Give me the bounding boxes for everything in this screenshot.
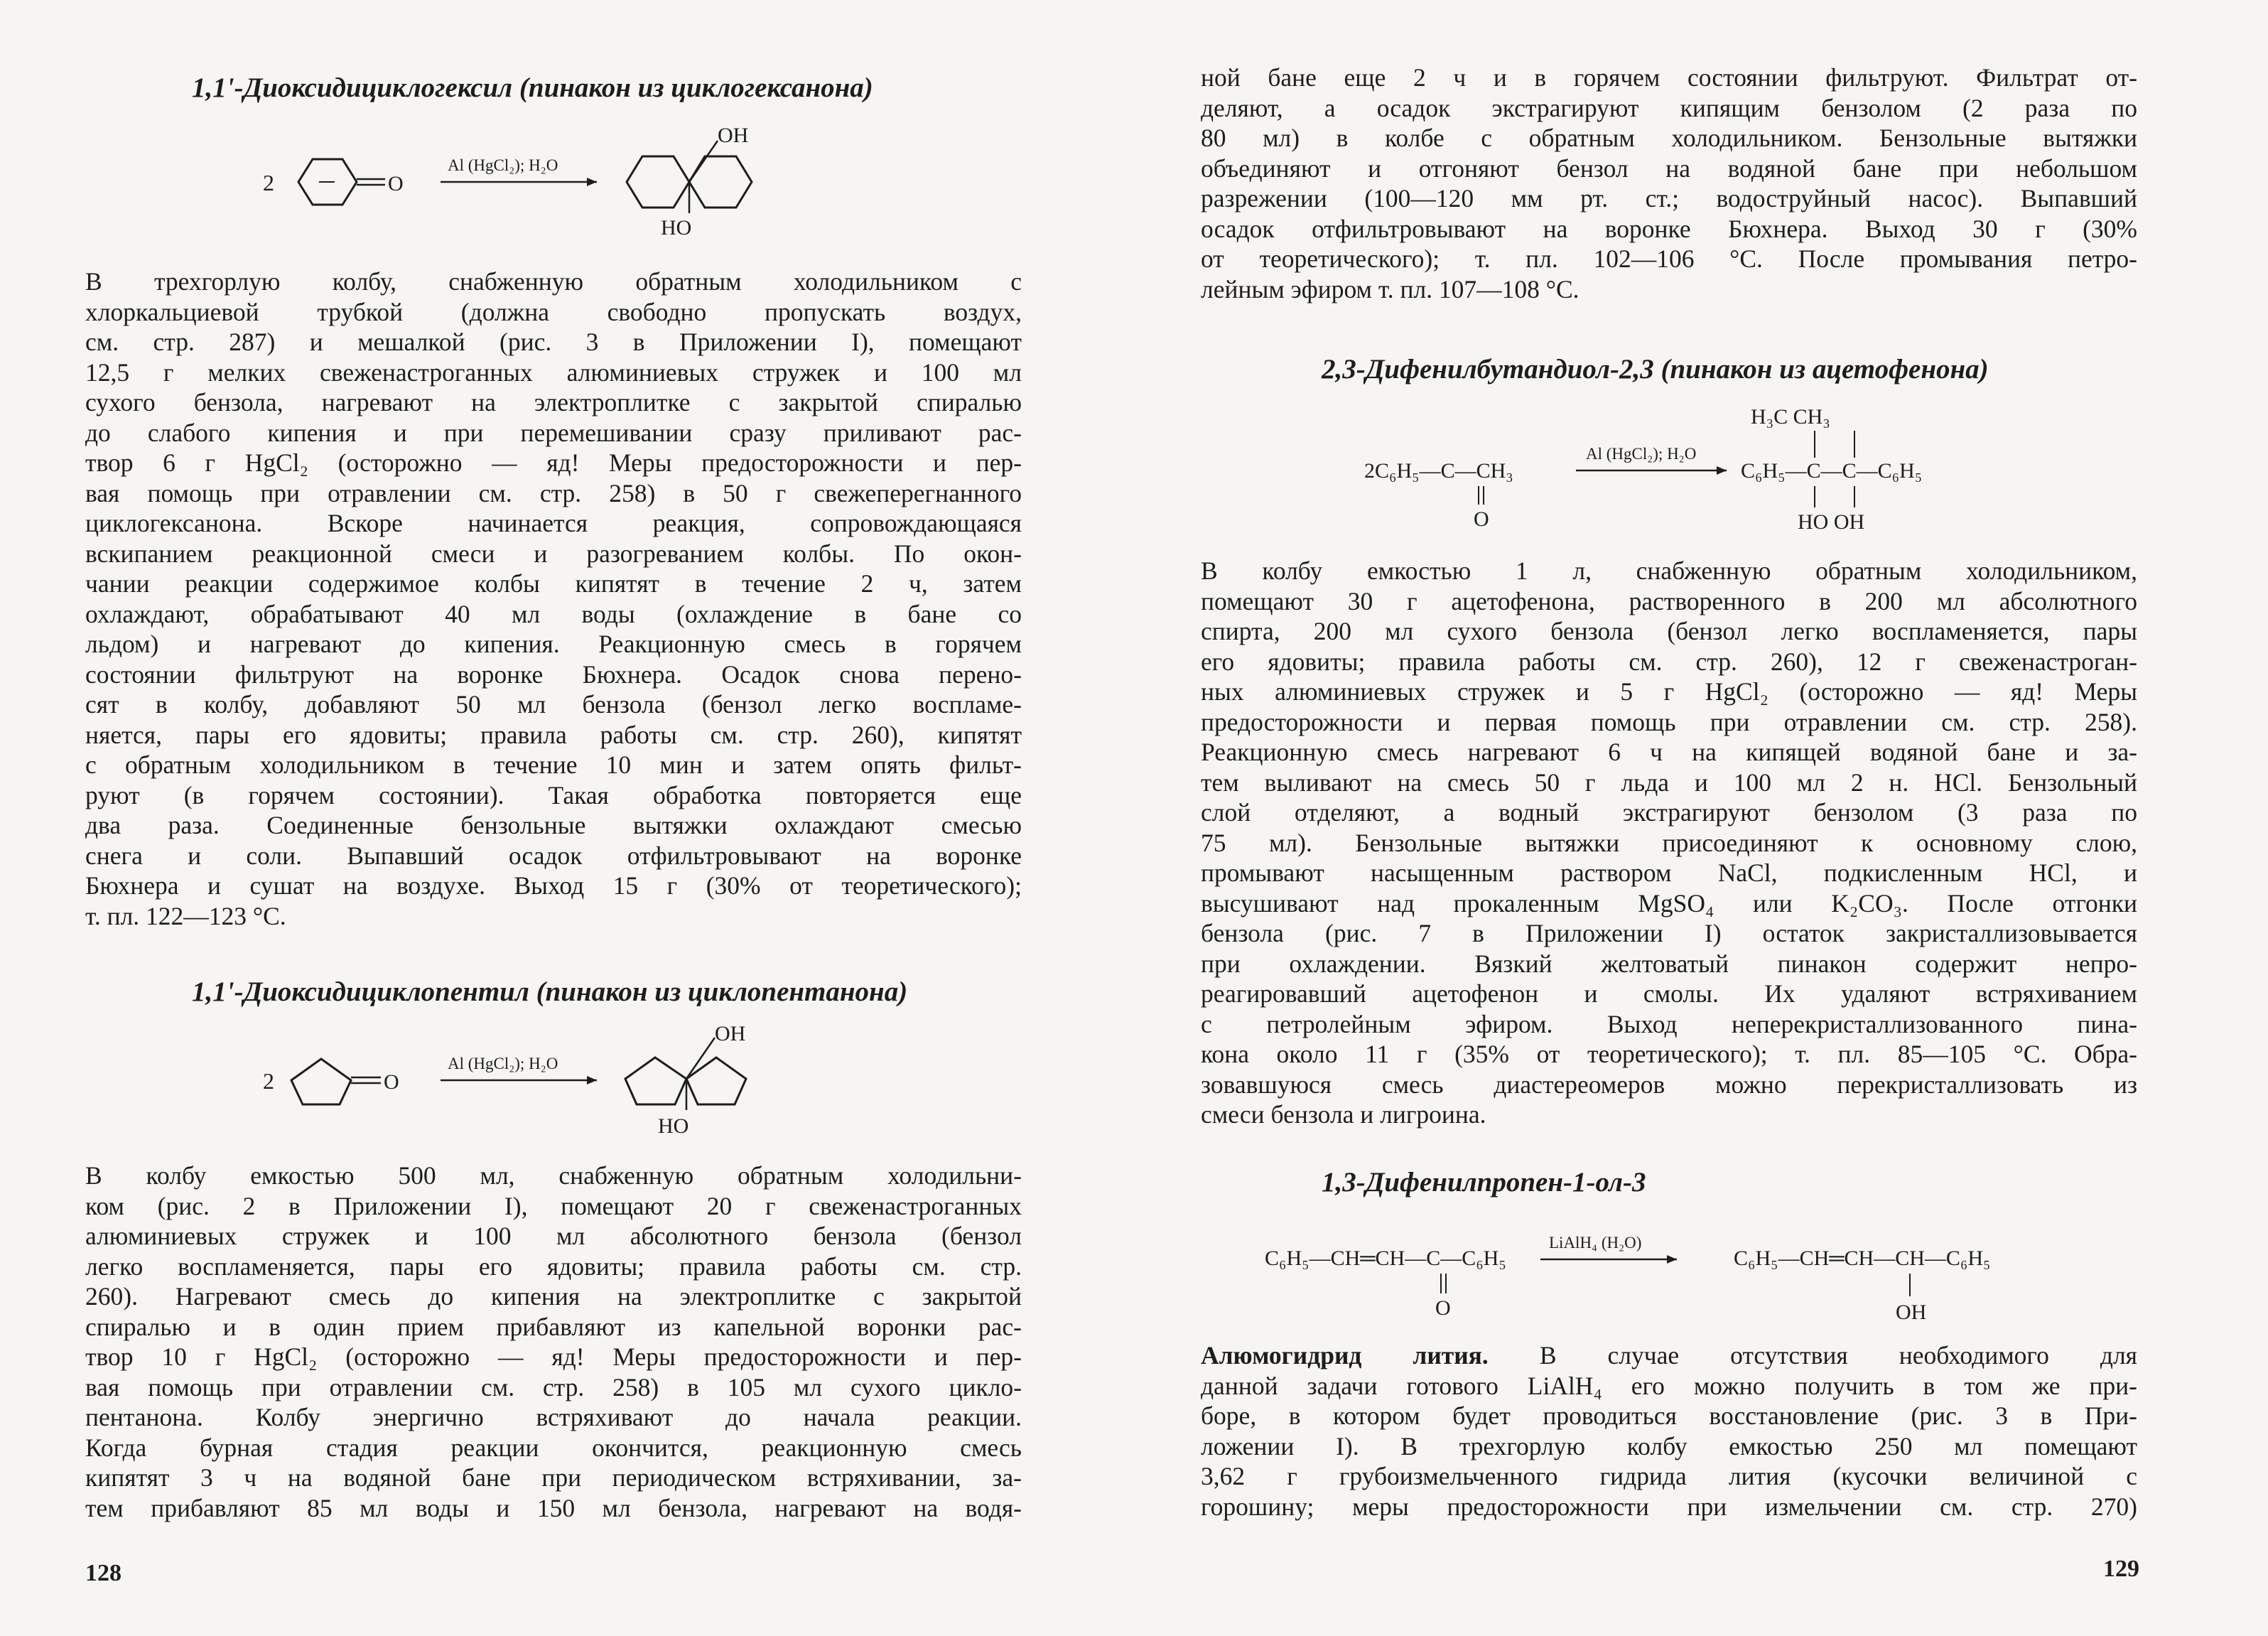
- allyl-alcohol-formula: C₆H₅—CH═CH—CH—C₆H₅: [1734, 1247, 1991, 1270]
- right-page: [1144, 0, 2268, 1636]
- procedure-paragraph: Алюмогидрид лития. В случае отсутствия необходимого для данной задачи готового LiAlH₄ его можно получить в том же при- боре, в котором будет проводиться восстановление (рис. 3 в При- ложении I). В трехгорлую колбу емкостью 250 мл помещают 3,62 г грубоизмельченного гидрида лития (кусочки величиной с горошину; меры предосторожности при измельчении см. стр. 270): [1201, 1341, 2137, 1521]
- product-ring-left: [627, 156, 689, 208]
- hydroxyl-groups: HO OH: [1798, 510, 1865, 534]
- reaction-scheme-cyclopentanone: [263, 1016, 860, 1144]
- carbonyl-oxygen: O: [1474, 507, 1489, 531]
- product-ring-left: [625, 1058, 686, 1104]
- continuation-paragraph: ной бане еще 2 ч и в горячем состоянии фильтруют. Фильтрат от- деляют, а осадок экстрагируют кипящим бензолом (2 раза по 80 мл) в колбе с обратным холодильником. Бензольные вытяжки объединяют и отгоняют бензол на водяной бане при небольшом разрежении (100—120 мм рт. ст.; водоструйный насос). Выпавший осадок отфильтровывают на воронке Бюхнера. Выход 30 г (30% от теоретического); т. пл. 102—106 °С. После промывания петро- лейным эфиром т. пл. 107—108 °С.: [1201, 63, 2137, 303]
- section-heading-acetophenone-pinacol: 2,3-Дифенилбутандиол-2,3 (пинакон из ацетофенона): [1322, 354, 1989, 384]
- procedure-paragraph: В трехгорлую колбу, снабженную обратным холодильником с хлоркальциевой трубкой (должна свободно пропускать воздух, см. стр. 287) и мешалкой (рис. 3 в Приложении I), помещают 12,5 г мелких свеженастроганных алюминиевых стружек и 100 мл сухого бензола, нагревают на электроплитке с закрытой спиралью до слабого кипения и при перемешивании сразу приливают рас- твор 6 г HgCl₂ (осторожно — яд! Меры предосторожности и пер- вая помощь при отравлении см. стр. 258) в 50 г свежеперегнанного циклогексанона. Вскоре начинается реакция, сопровождающаяся вскипанием реакционной смеси и разогреванием колбы. По окон- чании реакции содержимое колбы кипятят в течение 2 ч, затем охлаждают, обрабатывают 40 мл воды (охлаждение в бане со льдом) и нагревают до кипения. Реакционную смесь в горячем состоянии фильтруют на воронке Бюхнера. Осадок снова перено- сят в колбу, добавляют 50 мл бензола (бензол легко воспламе- няется, пары его ядовиты; правила работы см. стр. 260), кипятят с обратным холодильником в течение 10 мин и затем опять фильт- руют (в горячем состоянии). Такая обработка повторяется еще два раза. Соединенные бензольные вытяжки охлаждают смесью снега и соли. Выпавший осадок отфильтровывают на воронке Бюхнера и сушат на воздухе. Выход 15 г (30% от теоретического); т. пл. 122—123 °С.: [85, 267, 1022, 930]
- reaction-scheme-acetophenone: [1364, 398, 2103, 533]
- procedure-paragraph: В колбу емкостью 500 мл, снабженную обратным холодильни- ком (рис. 2 в Приложении I), помещают 20 г свеженастроганных алюминиевых стружек и 100 мл абсолютного бензола (бензол легко воспламеняется, пары его ядовиты; правила работы см. стр. 260). Нагревают смесь до кипения на электроплитке с закрытой спиралью и в один прием прибавляют из капельной воронки рас- твор 10 г HgCl₂ (осторожно — яд! Меры предосторожности и пер- вая помощь при отравлении см. стр. 258) в 105 мл сухого цикло- пентанона. Колбу энергично встряхивают до начала реакции. Когда бурная стадия реакции окончится, реакционную смесь кипятят 3 ч на водяной бане при периодическом встряхивании, за- тем прибавляют 85 мл воды и 150 мл бензола, нагревают на водя-: [85, 1161, 1022, 1522]
- hydroxyl-group: OH: [1896, 1301, 1927, 1324]
- page-number: 128: [85, 1560, 122, 1586]
- page-number: 129: [2103, 1556, 2139, 1582]
- reaction-conditions: Al (HgCl₂); H₂O: [1586, 445, 1697, 463]
- pinacol-formula: C₆H₅—C—C—C₆H₅: [1741, 459, 1923, 483]
- left-page: [0, 0, 1130, 1636]
- carbonyl-oxygen: O: [384, 1070, 399, 1094]
- product-ring-right: [689, 156, 752, 208]
- chalcone-formula: C₆H₅—CH═CH—C—C₆H₅: [1265, 1247, 1506, 1270]
- procedure-paragraph: В колбу емкостью 1 л, снабженную обратным холодильником, помещают 30 г ацетофенона, растворенного в 200 мл абсолютного спирта, 200 мл сухого бензола (бензол легко воспламеняется, пары его ядовиты; правила работы см. стр. 260), 12 г свеженастроган- ных алюминиевых стружек и 5 г HgCl₂ (осторожно — яд! Меры предосторожности и первая помощь при отравлении см. стр. 258). Реакционную смесь нагревают 6 ч на кипящей водяной бане и за- тем выливают на смесь 50 г льда и 100 мл 2 н. HCl. Бензольный слой отделяют, а водный экстрагируют бензолом (3 раза по 75 мл). Бензольные вытяжки присоединяют к основному слою, промывают насыщенным раствором NaCl, подкисленным HCl, и высушивают над прокаленным MgSO₄ или K₂CO₃. После отгонки бензола (рис. 7 в Приложении I) остаток закристаллизовывается при охлаждении. Вязкий желтоватый пинакон содержит непро- реагировавший ацетофенон и смолы. Их удаляют встряхиванием с петролейным эфиром. Выход неперекристаллизованного пина- кона около 11 г (35% от теоретического); т. пл. 85—105 °С. Обра- зовавшуюся смесь диастереомеров можно перекристаллизовать из смеси бензола и лигроина.: [1201, 556, 2137, 1129]
- hydroxyl-bottom: HO: [661, 216, 692, 240]
- section-heading-cyclohexyl-pinacol: 1,1'-Диоксидициклогексил (пинакон из циклогексанона): [192, 72, 873, 103]
- hydroxyl-top: OH: [718, 124, 749, 147]
- lithium-aluminium-hydride-lead: Алюмогидрид лития.: [1201, 1341, 1489, 1369]
- carbonyl-oxygen: O: [1435, 1296, 1451, 1320]
- cyclopentanone-ring: [291, 1059, 351, 1104]
- reaction-coefficient: 2: [263, 1068, 274, 1094]
- reaction-scheme-chalcone-reduction: [1265, 1214, 2146, 1335]
- hydroxyl-top: OH: [715, 1022, 746, 1045]
- methyl-groups: H₃C CH₃: [1751, 405, 1830, 429]
- reaction-coefficient: 2: [263, 170, 274, 195]
- reaction-conditions: Al (HgCl₂); H₂O: [448, 156, 558, 174]
- reaction-conditions: Al (HgCl₂); H₂O: [448, 1055, 558, 1072]
- section-heading-cyclopentyl-pinacol: 1,1'-Диоксидициклопентил (пинакон из циклопентанона): [192, 976, 908, 1007]
- hydroxyl-bottom: HO: [658, 1114, 689, 1138]
- acetophenone-formula: 2C₆H₅—C—CH₃: [1364, 459, 1513, 483]
- reaction-scheme-cyclohexanone: [263, 121, 860, 249]
- section-heading-diphenylpropenol: 1,3-Дифенилпропен-1-ол-3: [1322, 1167, 1646, 1198]
- carbonyl-oxygen: O: [388, 172, 404, 195]
- reaction-conditions: LiAlH₄ (H₂O): [1549, 1234, 1642, 1252]
